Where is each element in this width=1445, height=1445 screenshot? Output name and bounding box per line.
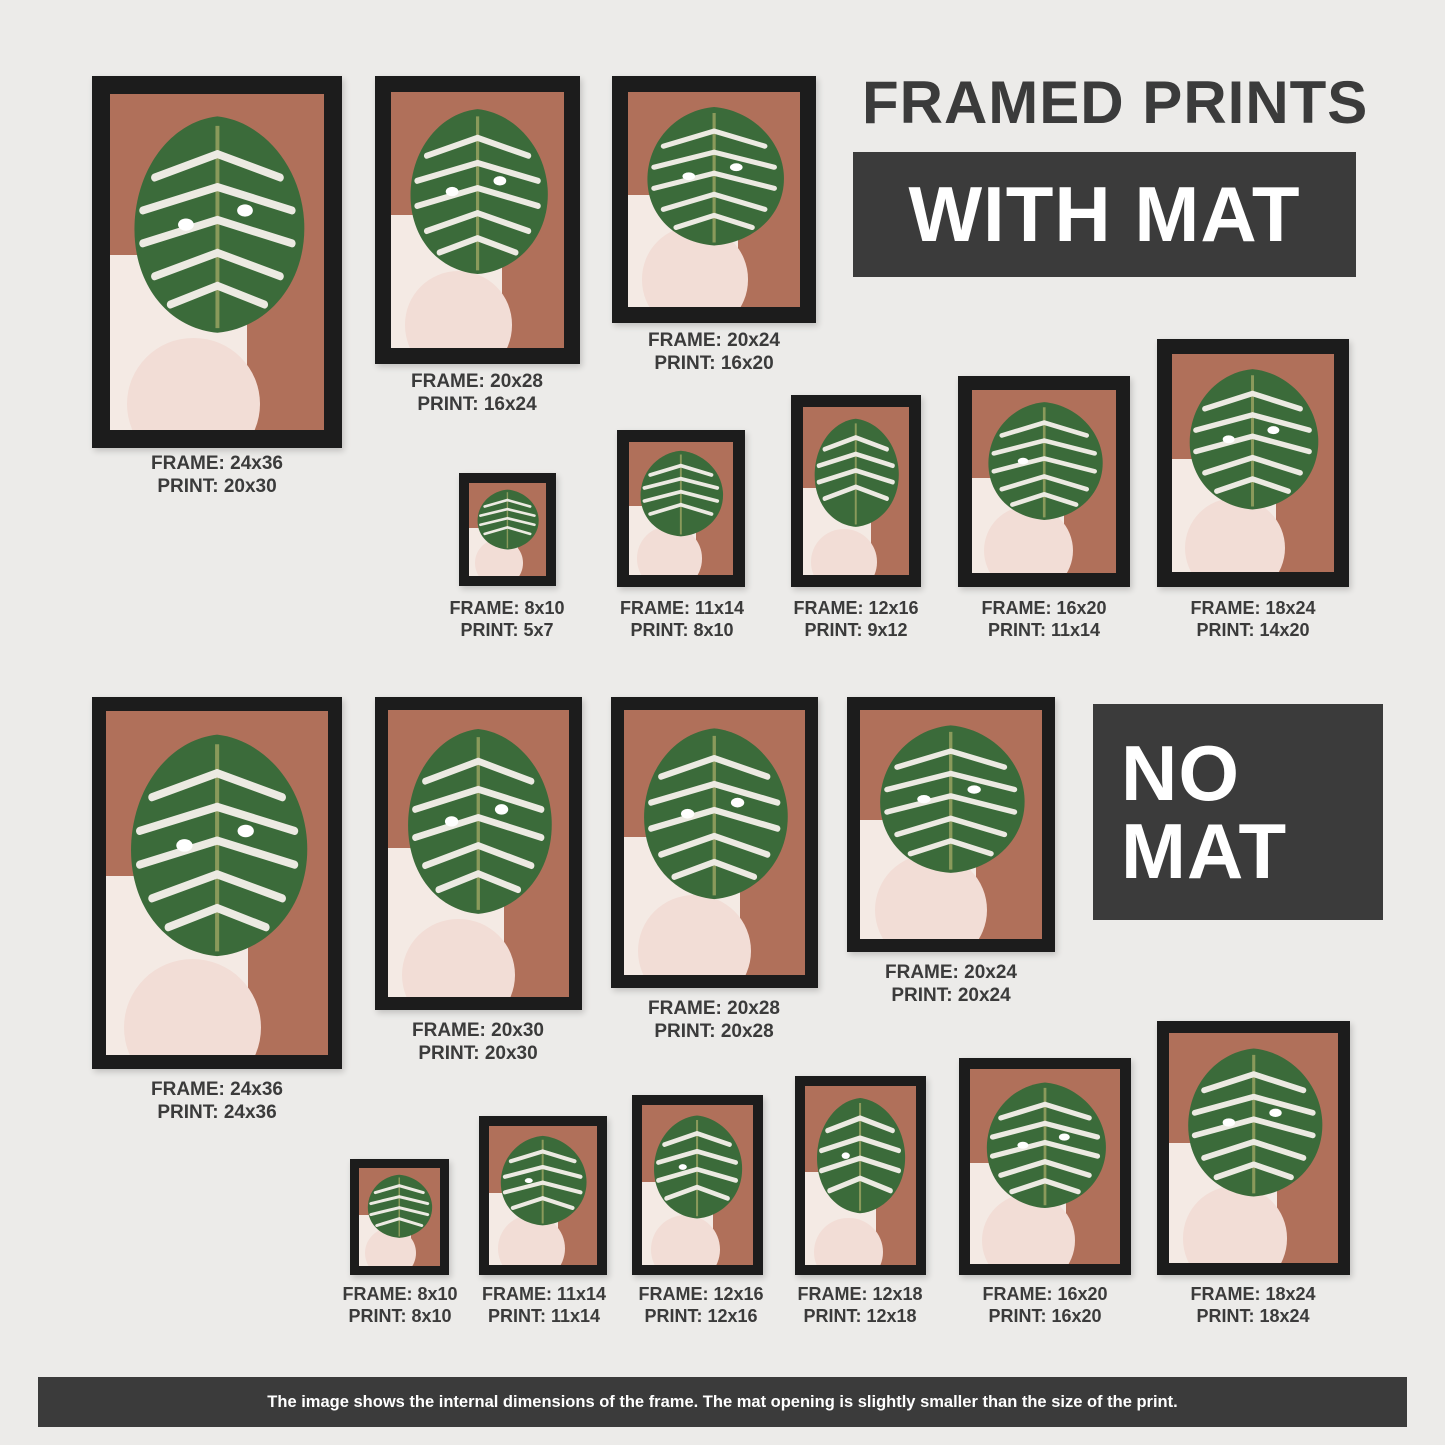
artwork-monstera — [110, 94, 324, 430]
frame-nm-8x10[interactable] — [350, 1159, 449, 1275]
frame-size-label: FRAME: 11x14 — [481, 1284, 607, 1304]
mat-wm-18x24 — [1172, 354, 1334, 572]
frame-nm-11x14[interactable] — [479, 1116, 607, 1275]
caption-nm-20x28 — [589, 997, 839, 1043]
monstera-leaf-icon — [1176, 1042, 1331, 1203]
frame-nm-18x24[interactable] — [1157, 1021, 1350, 1275]
frame-size-label: FRAME: 24x36 — [151, 453, 283, 474]
frame-size-label: FRAME: 16x20 — [982, 1284, 1108, 1304]
frame-nm-12x16[interactable] — [632, 1095, 763, 1275]
caption-wm-8x10 — [437, 598, 577, 642]
no-mat-band — [1093, 704, 1383, 920]
print-size-label: PRINT: 8x10 — [348, 1305, 452, 1326]
artwork-monstera — [629, 442, 733, 575]
caption-wm-12x16 — [780, 598, 932, 642]
caption-nm-24x36 — [92, 1078, 342, 1124]
frame-nm-20x30[interactable] — [375, 697, 582, 1010]
frame-wm-16x20[interactable] — [958, 376, 1130, 587]
print-size-label: PRINT: 8x10 — [630, 619, 734, 640]
print-size-label: PRINT: 24x36 — [157, 1102, 277, 1124]
frame-size-label: FRAME: 20x28 — [411, 371, 543, 392]
mat-wm-12x16 — [803, 407, 909, 575]
frame-nm-12x18[interactable] — [795, 1076, 926, 1275]
with-mat-label: WITH MAT — [908, 170, 1301, 258]
artwork-monstera — [860, 710, 1042, 939]
frame-wm-12x16[interactable] — [791, 395, 921, 587]
print-size-label: PRINT: 16x20 — [654, 353, 774, 375]
monstera-leaf-icon — [646, 1111, 748, 1223]
caption-wm-16x20 — [968, 598, 1120, 642]
caption-wm-24x36 — [92, 452, 342, 498]
frame-size-label: FRAME: 24x36 — [151, 1079, 283, 1100]
print-size-label: PRINT: 20x30 — [418, 1043, 538, 1065]
frame-nm-16x20[interactable] — [959, 1058, 1131, 1275]
print-size-label: PRINT: 5x7 — [460, 619, 554, 640]
frame-wm-18x24[interactable] — [1157, 339, 1349, 587]
caption-nm-16x20 — [969, 1284, 1121, 1328]
frame-size-label: FRAME: 20x24 — [648, 330, 780, 351]
monstera-leaf-icon — [978, 397, 1110, 525]
monstera-leaf-icon — [867, 719, 1034, 879]
monstera-leaf-icon — [398, 102, 557, 281]
frame-wm-8x10[interactable] — [459, 473, 556, 586]
frame-wm-20x24[interactable] — [612, 76, 816, 323]
print-size-label: PRINT: 20x28 — [654, 1021, 774, 1043]
caption-nm-20x30 — [353, 1019, 603, 1065]
mat-wm-20x28 — [391, 92, 564, 348]
artwork-monstera — [1169, 1033, 1338, 1263]
monstera-leaf-icon — [395, 721, 562, 922]
artwork-monstera — [970, 1069, 1120, 1264]
artwork-monstera — [628, 92, 800, 307]
monstera-leaf-icon — [472, 487, 543, 552]
artwork-monstera — [489, 1126, 597, 1265]
mat-wm-8x10 — [469, 483, 546, 576]
with-mat-band — [853, 152, 1356, 277]
caption-wm-18x24 — [1177, 598, 1329, 642]
artwork-monstera — [106, 711, 328, 1055]
monstera-leaf-icon — [362, 1172, 437, 1241]
mat-wm-16x20 — [972, 390, 1116, 573]
monstera-leaf-icon — [809, 1093, 911, 1218]
frame-nm-20x28[interactable] — [611, 697, 818, 988]
frame-size-label: FRAME: 16x20 — [981, 598, 1107, 618]
no-mat-label-line2: MAT — [1121, 807, 1288, 895]
caption-wm-20x28 — [352, 370, 602, 416]
monstera-leaf-icon — [633, 447, 729, 540]
frame-wm-20x28[interactable] — [375, 76, 580, 364]
frame-size-label: FRAME: 12x16 — [638, 1284, 764, 1304]
frame-size-label: FRAME: 8x10 — [342, 1284, 458, 1304]
print-size-label: PRINT: 11x14 — [487, 1305, 601, 1326]
caption-nm-12x16 — [625, 1284, 777, 1328]
frame-size-label: FRAME: 12x18 — [797, 1284, 923, 1304]
artwork-monstera — [469, 483, 546, 576]
footer-note-text: The image shows the internal dimensions of the frame. The mat opening is slightly smaller than the size of the print. — [267, 1392, 1178, 1411]
caption-wm-20x24 — [589, 329, 839, 375]
print-size-label: PRINT: 20x24 — [891, 985, 1011, 1007]
frame-nm-24x36[interactable] — [92, 697, 342, 1069]
frame-size-label: FRAME: 18x24 — [1190, 598, 1316, 618]
frame-wm-24x36[interactable] — [92, 76, 342, 448]
monstera-leaf-icon — [493, 1132, 592, 1229]
print-size-label: PRINT: 12x18 — [803, 1305, 917, 1326]
artwork-monstera — [624, 710, 805, 975]
monstera-leaf-icon — [976, 1077, 1114, 1214]
print-size-label: PRINT: 18x24 — [1196, 1305, 1310, 1326]
print-size-label: PRINT: 12x16 — [644, 1305, 758, 1326]
frame-size-label: FRAME: 12x16 — [793, 598, 919, 618]
artwork-monstera — [642, 1105, 753, 1265]
page-title: FRAMED PRINTS — [862, 69, 1369, 136]
frame-nm-20x24[interactable] — [847, 697, 1055, 952]
frame-size-label: FRAME: 20x30 — [412, 1020, 544, 1041]
artwork-monstera — [391, 92, 564, 348]
footer-note — [38, 1377, 1407, 1427]
monstera-leaf-icon — [631, 721, 798, 907]
print-size-label: PRINT: 16x20 — [988, 1305, 1102, 1326]
frame-size-label: FRAME: 20x24 — [885, 962, 1017, 983]
caption-nm-20x24 — [826, 961, 1076, 1007]
artwork-monstera — [805, 1086, 916, 1265]
caption-wm-11x14 — [606, 598, 758, 642]
caption-nm-8x10 — [330, 1284, 470, 1328]
no-mat-label-line1: NO — [1121, 729, 1240, 817]
mat-wm-24x36 — [110, 94, 324, 430]
monstera-leaf-icon — [119, 107, 316, 342]
monstera-leaf-icon — [635, 101, 793, 252]
artwork-monstera — [972, 390, 1116, 573]
frame-wm-11x14[interactable] — [617, 430, 745, 587]
frame-size-label: FRAME: 8x10 — [449, 598, 565, 618]
artwork-monstera — [803, 407, 909, 575]
caption-nm-12x18 — [784, 1284, 936, 1328]
caption-nm-11x14 — [468, 1284, 620, 1328]
artwork-monstera — [359, 1168, 440, 1266]
caption-nm-18x24 — [1177, 1284, 1329, 1328]
print-size-label: PRINT: 20x30 — [157, 476, 277, 498]
artwork-monstera — [388, 710, 569, 997]
frame-size-label: FRAME: 20x28 — [648, 998, 780, 1019]
frame-size-label: FRAME: 11x14 — [619, 598, 745, 618]
print-size-label: PRINT: 9x12 — [804, 619, 908, 640]
mat-wm-11x14 — [629, 442, 733, 575]
print-size-label: PRINT: 11x14 — [987, 619, 1101, 640]
print-size-label: PRINT: 14x20 — [1196, 619, 1310, 640]
mat-wm-20x24 — [628, 92, 800, 307]
frame-size-label: FRAME: 18x24 — [1190, 1284, 1316, 1304]
print-size-label: PRINT: 16x24 — [417, 394, 537, 416]
artwork-monstera — [1172, 354, 1334, 572]
monstera-leaf-icon — [1178, 363, 1327, 516]
monstera-leaf-icon — [115, 725, 319, 966]
monstera-leaf-icon — [807, 414, 905, 532]
